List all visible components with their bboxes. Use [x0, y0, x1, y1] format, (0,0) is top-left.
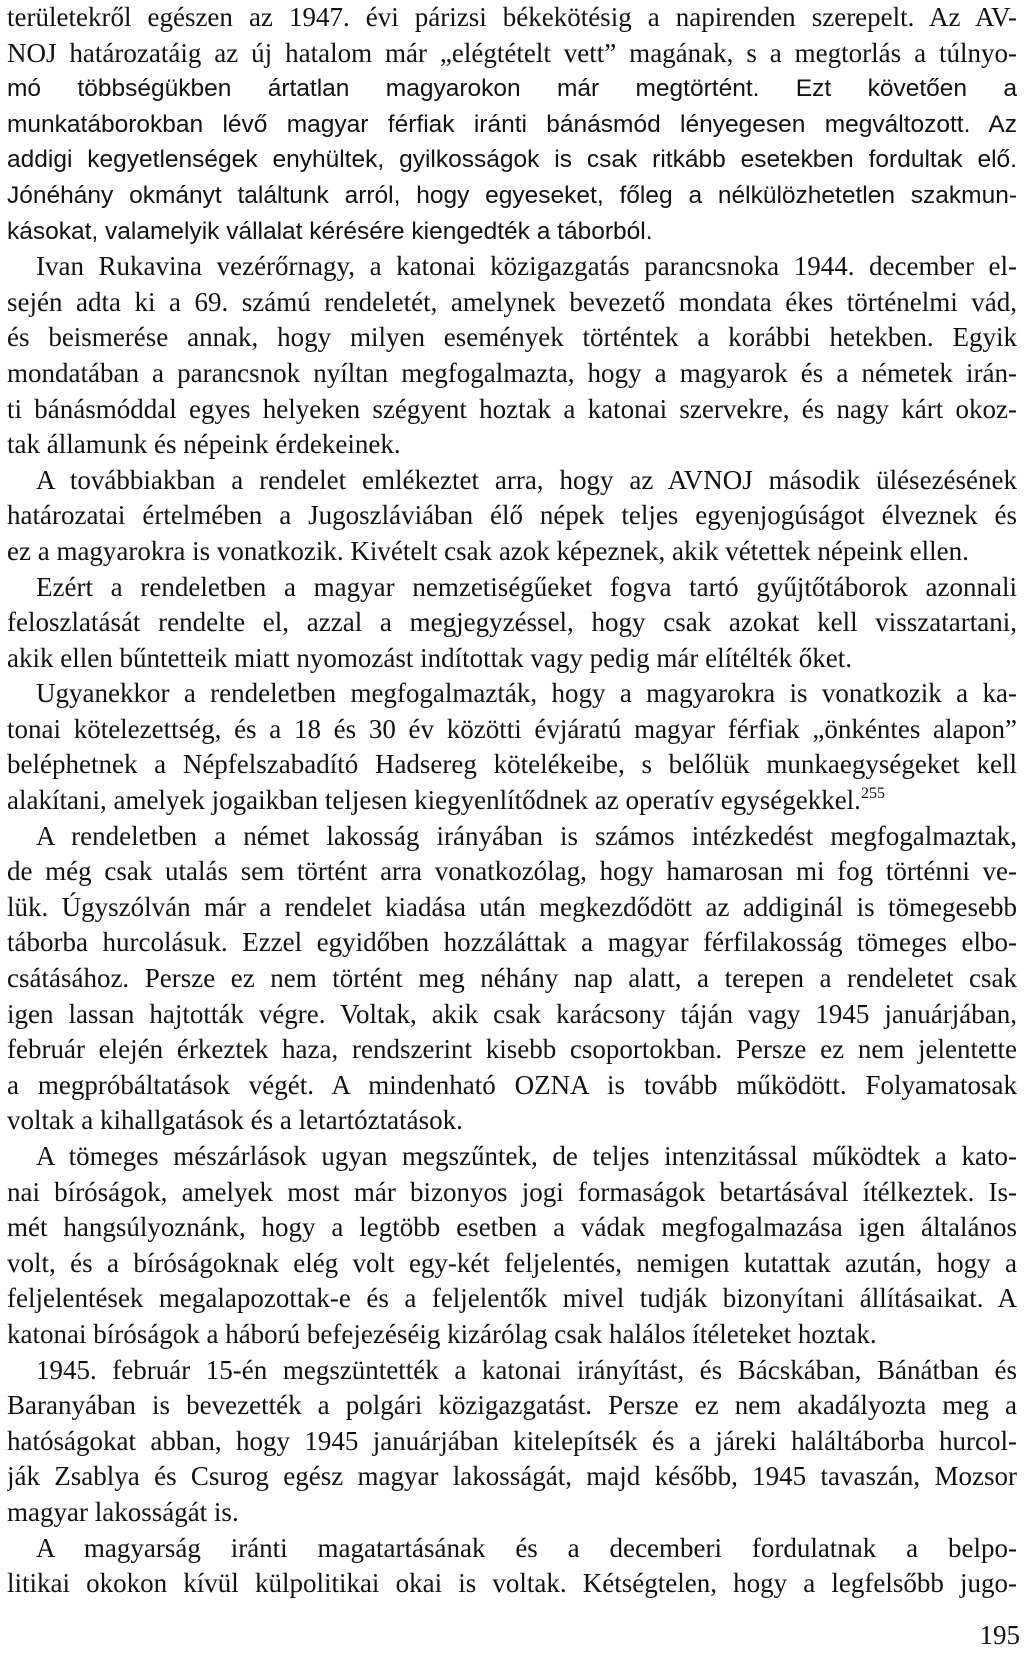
text-line: sején adta ki a 69. számú rendeletét, amelynek bevezető mondata ékes történelmi vád, — [7, 286, 1017, 317]
text-line: területekről egészen az 1947. évi párizsi békekötésig a napirenden szerepelt. Az AV- — [7, 2, 1017, 32]
text-line: volt, és a bíróságoknak elég volt egy-két feljelentés, nemigen kutattak azután, hogy a — [7, 1247, 1017, 1278]
text-line-content: alakítani, amelyek jogaikban teljesen kiegyenlítődnek az operatív egységekkel. — [7, 785, 861, 816]
text-line: munkatáborokban lévő magyar férfiak iránti bánásmód lényegesen megváltozott. Az — [7, 110, 1017, 138]
paragraph — [7, 1139, 1017, 1353]
text-line: nai bíróságok, amelyek most már bizonyos jogi formaságok betartásával ítélkeztek. Is- — [7, 1176, 1017, 1207]
text-line: mondatában a parancsnok nyíltan megfogalmazta, hogy a magyarok és a németek irán- — [7, 357, 1017, 388]
text-line: magyar lakosságát is. — [7, 1496, 239, 1527]
footnote-marker[interactable]: 255 — [860, 785, 885, 803]
text-line: feloszlatását rendelte el, azzal a megjegyzéssel, hogy csak azokat kell visszatartani, — [7, 607, 1017, 638]
text-line: akik ellen bűntetteik miatt nyomozást indítottak vagy pedig már elítélték őket. — [7, 642, 853, 673]
paragraph — [7, 819, 1017, 1139]
text-line: február elején érkeztek haza, rendszerint kisebb csoportokban. Persze ez nem jelentette — [7, 1034, 1017, 1065]
paragraph — [7, 1353, 1017, 1531]
paragraph — [7, 463, 1017, 570]
text-line: táborba hurcolásuk. Ezzel egyidőben hozzáláttak a magyar férfilakosság tömeges elbo- — [7, 927, 1017, 958]
text-line: tak államunk és népeink érdekeinek. — [7, 429, 401, 460]
text-line: ez a magyarokra is vonatkozik. Kivételt csak azok képeznek, akik vétettek népeink ellen. — [7, 535, 969, 566]
page-body — [7, 0, 1017, 1602]
text-line — [7, 783, 1017, 819]
paragraph — [7, 1531, 1017, 1602]
text-line: a megpróbáltatások végét. A mindenható OZNA is tovább működött. Folyamatosak — [7, 1069, 1017, 1100]
text-line: Jónéhány okmányt találtunk arról, hogy egyeseket, főleg a nélkülözhetetlen szakmun- — [7, 181, 1017, 209]
text-line: hatóságokat abban, hogy 1945 januárjában kitelepítsék és a járeki haláltáborba hurcol- — [7, 1425, 1017, 1456]
text-line: addigi kegyetlenségek enyhültek, gyilkosságok is csak ritkább esetekben fordultak elő. — [7, 146, 1017, 174]
text-line: A tömeges mészárlások ugyan megszűntek, de teljes intenzitással működtek a kato- — [36, 1141, 1017, 1171]
text-line: csátásához. Persze ez nem történt meg néhány nap alatt, a terepen a rendeletet csak — [7, 963, 1017, 994]
text-line: tonai kötelezettség, és a 18 és 30 év közötti évjáratú magyar férfiak „önkéntes alapon” — [7, 713, 1017, 744]
text-line: ják Zsablya és Csurog egész magyar lakosságát, majd később, 1945 tavaszán, Mozsor — [7, 1461, 1017, 1492]
text-line: Baranyában is bevezették a polgári közigazgatást. Persze ez nem akadályozta meg a — [7, 1390, 1017, 1421]
paragraph — [7, 249, 1017, 463]
text-line: litikai okokon kívül külpolitikai okai is voltak. Kétségtelen, hogy a legfelsőbb jugo- — [7, 1568, 1017, 1599]
text-line: igen lassan hajtották végre. Voltak, akik csak karácsony táján vagy 1945 januárjában, — [7, 998, 1017, 1029]
text-line: NOJ határozatáig az új hatalom már „elégtételt vett” magának, s a megtorlás a túlnyo- — [7, 37, 1017, 68]
page-number: 195 — [979, 1620, 1020, 1650]
text-line: de még csak utalás sem történt arra vonatkozólag, hogy hamarosan mi fog történni ve- — [7, 856, 1017, 887]
text-line: határozatai értelmében a Jugoszláviában élő népek teljes egyenjogúságot élveznek és — [7, 500, 1017, 531]
text-line: és beismerése annak, hogy milyen események történtek a korábbi hetekben. Egyik — [7, 322, 1017, 353]
text-line: katonai bíróságok a háború befejezéséig kizárólag csak halálos ítéleteket hoztak. — [7, 1318, 877, 1349]
text-line: A továbbiakban a rendelet emlékeztet arra, hogy az AVNOJ második ülésezésének — [36, 464, 1017, 495]
text-line: A magyarság iránti magatartásának és a decemberi fordulatnak a belpo- — [36, 1532, 1017, 1563]
paragraph — [7, 570, 1017, 677]
text-line: beléphetnek a Népfelszabadító Hadsereg kötelékeibe, s belőlük munkaegységeket kell — [7, 749, 1017, 780]
text-line: Ivan Rukavina vezérőrnagy, a katonai közigazgatás parancsnoka 1944. december el- — [36, 251, 1017, 282]
text-line: 1945. február 15-én megszüntették a katonai irányítást, és Bácskában, Bánátban és — [36, 1354, 1017, 1385]
text-line: A rendeletben a német lakosság irányában is számos intézkedést megfogalmaztak, — [36, 820, 1017, 851]
text-line: feljelentések megalapozottak-e és a feljelentők mivel tudják bizonyítani állításaikat. A — [7, 1283, 1017, 1314]
text-line: mó többségükben ártatlan magyarokon már megtörtént. Ezt követően a — [7, 75, 1017, 103]
text-line: Ezért a rendeletben a magyar nemzetiségűeket fogva tartó gyűjtőtáborok azonnali — [36, 571, 1017, 602]
text-line: Ugyanekkor a rendeletben megfogalmazták, hogy a magyarokra is vonatkozik a ka- — [36, 678, 1017, 709]
text-line: kásokat, valamelyik vállalat kérésére kiengedték a táborból. — [7, 217, 653, 245]
text-line: voltak a kihallgatások és a letartóztatások. — [7, 1105, 463, 1136]
text-line: ti bánásmóddal egyes helyeken szégyent hoztak a katonai szervekre, és nagy kárt okoz- — [7, 393, 1017, 424]
paragraph — [7, 0, 1017, 249]
text-line: lük. Úgyszólván már a rendelet kiadása után megkezdődött az addiginál is tömegesebb — [7, 891, 1017, 922]
paragraph — [7, 676, 1017, 818]
text-line: mét hangsúlyoznánk, hogy a legtöbb esetben a vádak megfogalmazása igen általános — [7, 1212, 1017, 1243]
